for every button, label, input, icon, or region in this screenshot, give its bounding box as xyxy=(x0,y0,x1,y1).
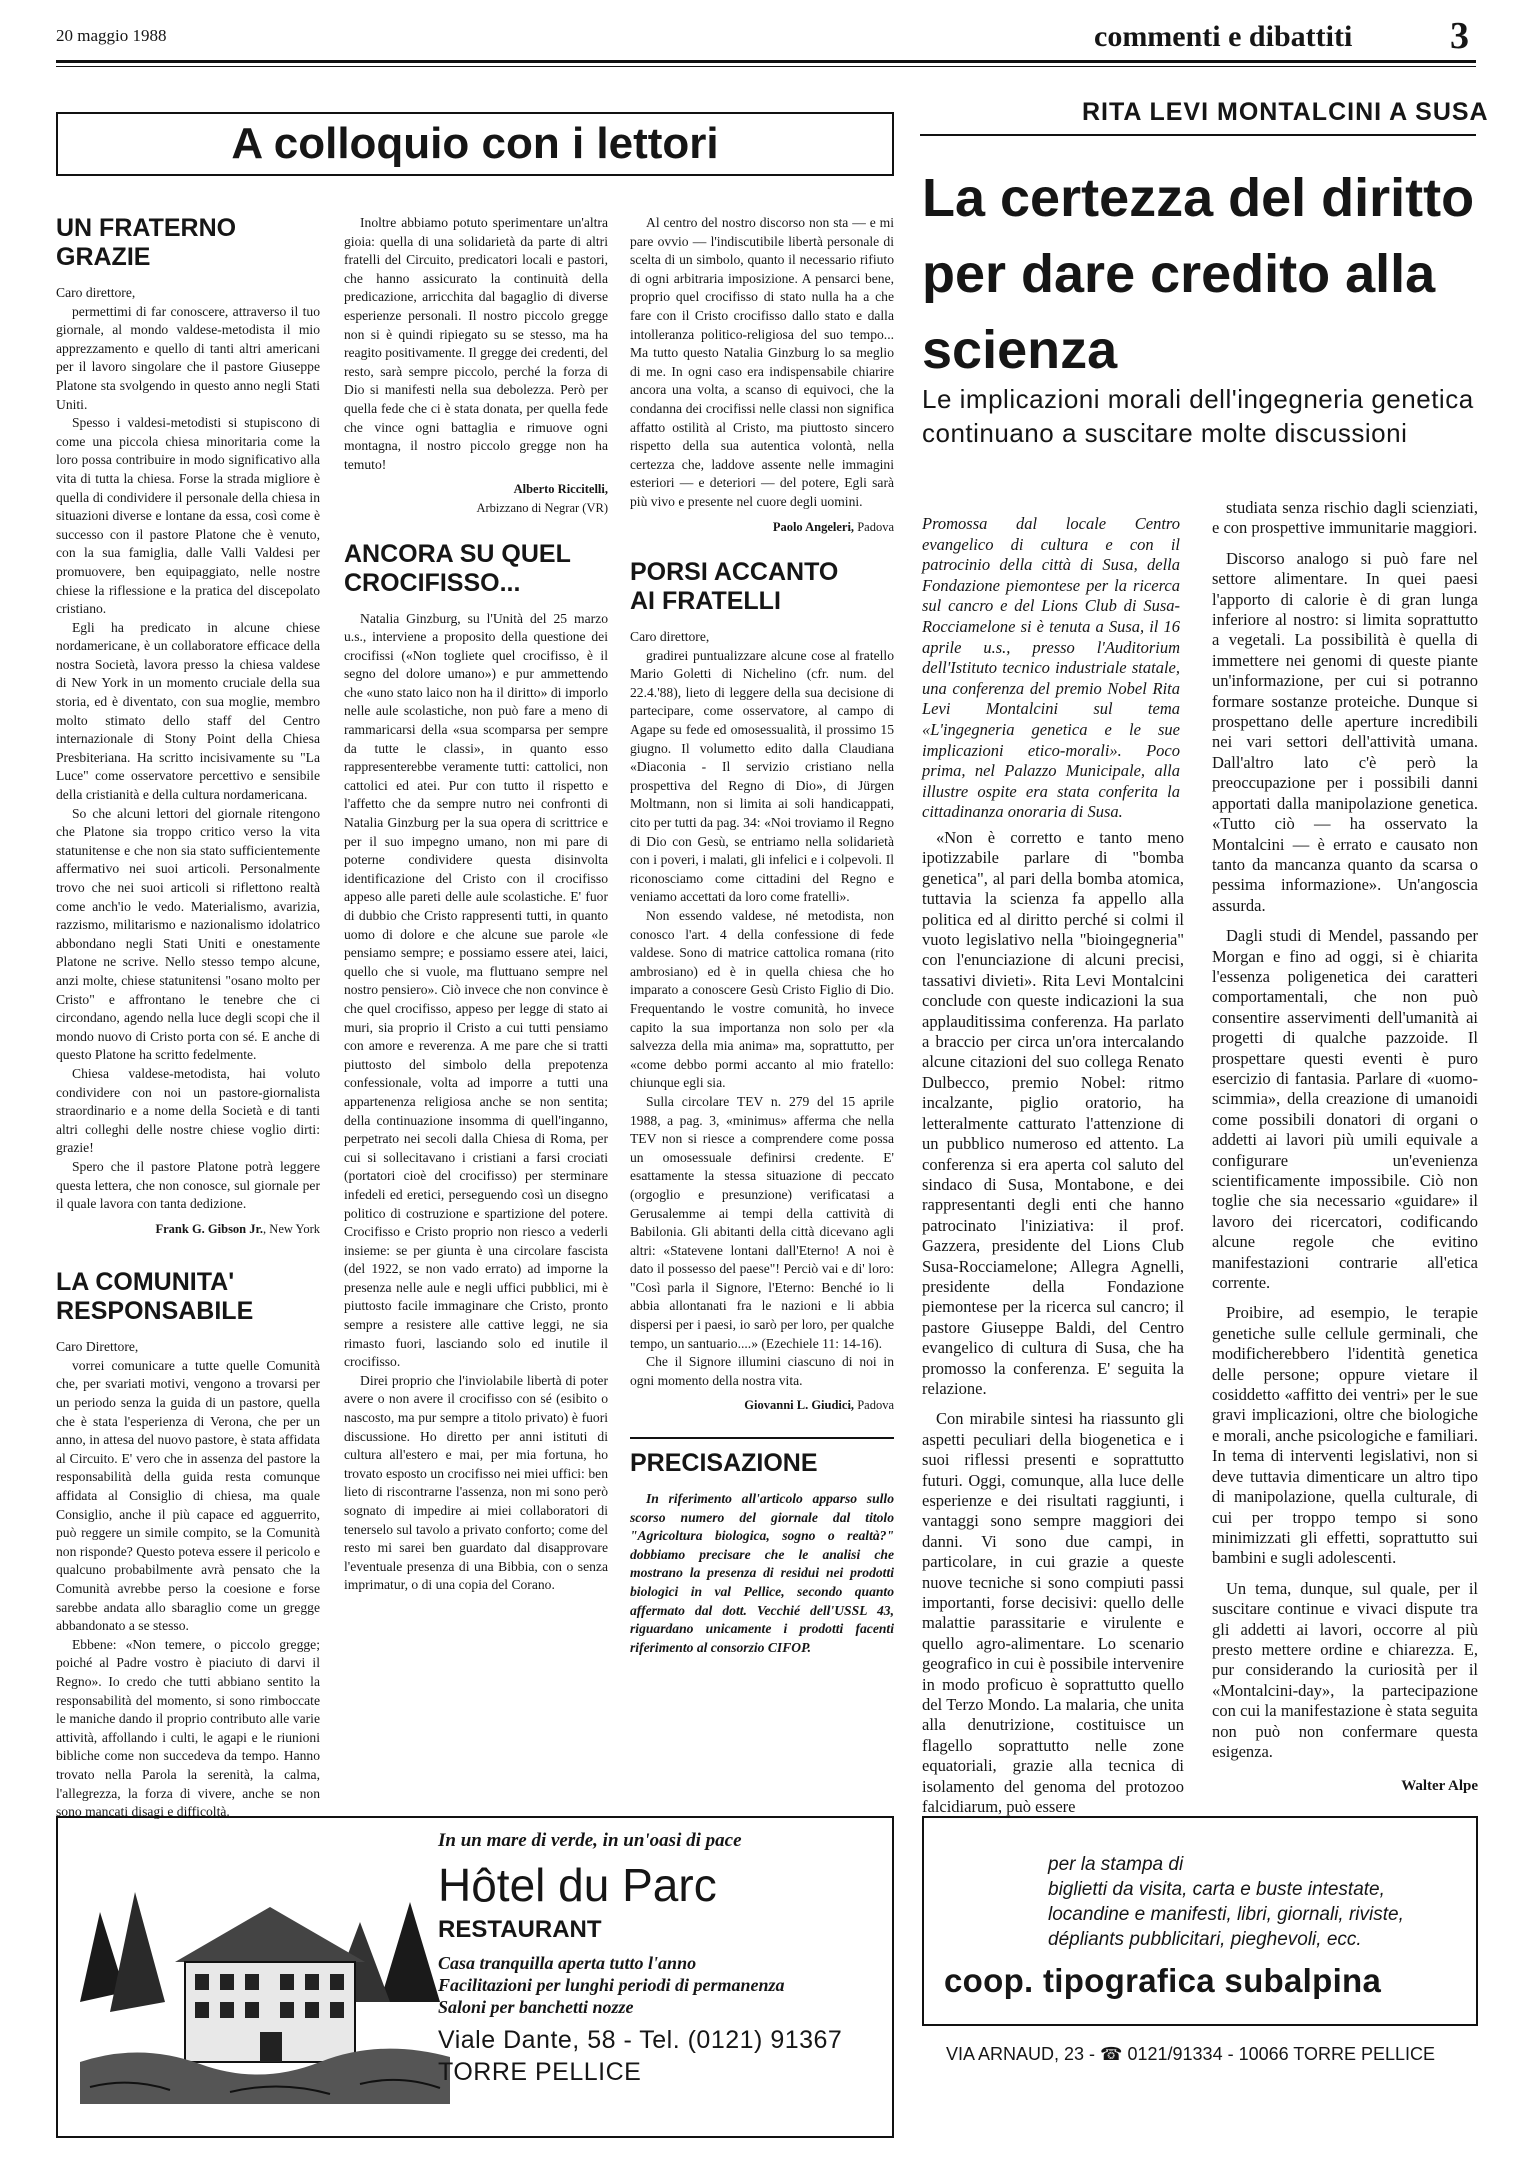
article-subtitle: Le implicazioni morali dell'ingegneria genetica continuano a suscitare molte discussioni xyxy=(922,384,1474,448)
letter-title: LA COMUNITA' RESPONSABILE xyxy=(56,1268,254,1326)
article-paragraph: Proibire, ad esempio, le terapie genetiche sulle cellule germinali, che modificherebbero l'identità genetica delle persone; oppure vietare il cosiddetto «affitto dei ventri» per le sue gravi implicazioni, oltre che biologiche e morali, anche psicologiche e familiari. In tema di interventi legislativi, non si deve tuttavia dimenticare un altro tipo di manipolazione, quella culturale, di cui per troppo tempo si sono minimizzati gli effetti, soprattutto sui bambini e sugli adolescenti. xyxy=(1212,1303,1478,1568)
hotel-name: Hôtel du Parc xyxy=(438,1859,717,1911)
signature-place: Arbizzano di Negrar (VR) xyxy=(476,500,608,515)
letter-paragraph: Non essendo valdese, né metodista, non conosco l'art. 4 della confessione di fede valdese. Sono di matrice cattolica romana (rito ambrosiano) ed è in quella chiesa che ho imparato a conoscere Gesù Cristo Figlio di Dio. Frequentando le vostre comunità, ho invece capito la sua importanza non solo per «la salvezza della mia anima» ma, soprattutto, per «come debbo pormi accanto al mio fratello: chiunque egli sia. xyxy=(630,908,894,1091)
letter-signature xyxy=(630,518,894,537)
printer-advertisement xyxy=(922,1816,1478,2026)
hotel-restaurant: RESTAURANT xyxy=(438,1916,602,1943)
letter-paragraph: Che il Signore illumini ciascuno di noi in ogni momento della nostra vita. xyxy=(630,1354,894,1388)
letter-paragraph: permettimi di far conoscere, attraverso il tuo giornale, al mondo valdese-metodista il mio apprezzamento e quello di tanti altri americani per il lavoro singolare che il pastore Giuseppe Platone sta svolgendo in questo anno negli Stati Uniti. xyxy=(56,303,320,412)
precisazione-rule xyxy=(630,1437,894,1439)
header-rule-thin xyxy=(56,66,1476,67)
hotel-advertisement xyxy=(56,1816,894,2138)
article-paragraph: «Non è corretto e tanto meno ipotizzabile parlare di "bomba genetica", al pari della bomba atomica, tuttavia la scienza fa appello alla politica ed al diritto perché si colmi il vuoto legislativo nella "bioingegneria" con l'enunciazione di alcuni precisi, tassativi divieti». Rita Levi Montalcini conclude con queste indicazioni la sua applauditissima conferenza. Ha parlato a braccio per circa un'ora intercalando alcune citazioni del suo collega Renato Dulbecco, premio Nobel: ritmo incalzante, piglio oratorio, ha letteralmente catturato l'attenzione di un pubblico numeroso ed attento. La conferenza si era aperta col saluto del sindaco di Susa, Montabone, e dei rappresentanti degli enti che hanno patrocinato l'iniziativa: il prof. Gazzera, presidente del Lions Club Susa-Rocciamelone; Allegra Agnelli, presidente della Fondazione piemontese per la ricerca sul cancro; il pastore Giuseppe Baldi, del Centro evangelico di cultura di Susa, che ha promosso la conferenza. E' seguita la relazione. xyxy=(922,828,1184,1398)
letter-paragraph: Al centro del nostro discorso non sta — e mi pare ovvio — l'indiscutibile libertà personale di scelta di un simbolo, quanto il necessario rifiuto di ogni arbitraria imposizione. A pensarci bene, proprio quel crocifisso di stato nulla ha a che fare con il Cristo crocifisso dallo stato e dalla intolleranza politico-religiosa del suo tempo... Ma tutto questo Natalia Ginzburg lo sa meglio di me. In ogni caso era indispensabile chiarire ancora una volta, a scanso di equivoci, che la condanna dei crocifissi nelle classi non significa affatto ostilità al Cristo, ma piuttosto sincero rispetto della sua autentica volontà, nella certezza che, laddove assente nelle immagini esteriori — e deteriori — del potere, Egli sarà più vivo e presente nel cuore degli uomini. xyxy=(630,215,894,509)
signature-name: Paolo Angeleri, xyxy=(772,519,855,534)
letters-column-3 xyxy=(630,214,894,1657)
printer-service-line: biglietti da visita, carta e buste intestate, xyxy=(1048,1879,1385,1900)
letter-paragraph: Spero che il pastore Platone potrà leggere questa lettera, che non conosce, sul giornale per il quale lavora con tanta dedizione. xyxy=(56,1158,320,1212)
signature-name: Alberto Riccitelli, xyxy=(513,482,608,497)
precisazione-title: PRECISAZIONE xyxy=(630,1449,818,1478)
letter-signature xyxy=(56,1220,320,1239)
hotel-feature: Saloni per banchetti nozze xyxy=(438,1997,634,2017)
section-title: commenti e dibattiti xyxy=(1094,20,1353,53)
precisazione-text: In riferimento all'articolo apparso sullo scorso numero del giornale dal titolo "Agricoltura biologica, sogno o realtà?" dobbiamo precisare che le analisi che mostrano la presenza di residui nei prodotti biologici in val Pellice, secondo quanto affermato dal dott. Vecchié dell'USSL 43, riguardano unicamente i prodotti facenti riferimento al consorzio CIFOP. xyxy=(630,1491,894,1655)
printer-service-line: locandine e manifesti, libri, giornali, riviste, xyxy=(1048,1904,1404,1925)
page-number: 3 xyxy=(1450,15,1469,57)
article-intro: Promossa dal locale Centro evangelico di cultura e con il patrocinio della città di Susa, della Fondazione piemontese per la ricerca sul cancro e del Lions Club di Susa-Rocciamelone si è tenuta a Susa, il 16 aprile u.s., presso l'Auditorium dell'Istituto tecnico industriale statale, una conferenza del premio Nobel Rita Levi Montalcini sul tema «L'ingegneria genetica e le sue implicazioni etico-morali». Poco prima, nel Palazzo Municipale, alla illustre ospite era stata conferita la cittadinanza onoraria di Susa. xyxy=(922,514,1180,822)
article-paragraph: Un tema, dunque, sul quale, per il suscitare continue e vivaci dispute tra gli addetti ai lavori, occorre al più presto mettere ordine e chiarezza. E, pur considerando la curiosità per il «Montalcini-day», la partecipazione con cui la manifestazione è stata seguita non può non confermare questa esigenza. xyxy=(1212,1578,1478,1761)
letters-section-title: A colloquio con i lettori xyxy=(56,112,894,176)
signature-name: Frank G. Gibson Jr. xyxy=(155,1221,264,1236)
article-signature: Walter Alpe xyxy=(1401,1778,1478,1795)
letter-title: PORSI ACCANTO AI FRATELLI xyxy=(630,558,839,616)
letter-paragraph: Chiesa valdese-metodista, hai voluto condividere con noi un pastore-giornalista straordinario e a nome della Società e di tanti altri colleghi delle nostre chiese voglio dirti: grazie! xyxy=(56,1065,320,1156)
hotel-tagline: In un mare di verde, in un'oasi di pace xyxy=(438,1830,742,1851)
article-column-1 xyxy=(922,828,1184,1818)
letter-title: UN FRATERNO GRAZIE xyxy=(56,214,237,271)
letter-paragraph: gradirei puntualizzare alcune cose al fratello Mario Goletti di Nichelino (cfr. num. del 22.4.'88), lieto di leggere della sua decisione di partecipare, come osservatore, al campo di Agape su fede ed omosessualità, il prossimo 15 giugno. Il volumetto edito dalla Claudiana «Diaconia - Il servizio cristiano nella prospettiva del Regno di Dio», di Jürgen Moltmann, non si limita ai soli handicappati, cito per tutti da pag. 34: «Noi troviamo il Regno di Dio con Gesù, se entriamo nella solidarietà con i poveri, i malati, gli infelici e i colpevoli. Il riconosciamo come cittadini del Regno e veniamo accettati da loro come fratelli». xyxy=(630,647,894,905)
letter-paragraph: vorrei comunicare a tutte quelle Comunità che, per svariati motivi, vengono a trovarsi per un periodo senza la guida di un pastore, quella che è stata l'esperienza di Verona, che per un anno, in attesa del nuovo pastore, è stata affidata al Circuito. E' vero che in assenza del pastore la responsabilità della guida resta comunque affidata al Consiglio di chiesa, ma quale Consiglio, anche il più capace ed agguerrito, può reggere un simile compito, se la Comunità non risponde? Questo poteva essere il pericolo e qualcuno probabilmente avrà pensato che la Comunità avrebbe perso la coesione e forse sarebbe andata allo sbaraglio come un gregge abbandonato a se stesso. xyxy=(56,1357,320,1634)
article-paragraph: studiata senza rischio dagli scienziati, e con prospettive immunitarie maggiori. xyxy=(1212,498,1478,538)
printer-service-line: per la stampa di xyxy=(1048,1854,1184,1875)
kicker-rule xyxy=(920,134,1476,136)
letter-greeting: Caro Direttore, xyxy=(56,1339,139,1355)
letter-paragraph: Egli ha predicato in alcune chiese nordamericane, è un collaboratore efficace della nostra Società, lavora presso la chiesa valdese di New York in un momento cruciale della sua storia, ed è diventato, con sua moglie, membro molto stimato dello staff del Centro internazionale di Stony Point della Chiesa Presbiteriana. Ha scritto incisivamente su "La Luce" come osservatore percettivo e sensibile della cristianità e della cultura nordamericana. xyxy=(56,619,320,803)
letters-column-2 xyxy=(344,214,608,1595)
letter-paragraph: So che alcuni lettori del giornale ritengono che Platone sia troppo critico verso la vita statunitense e che non sia stato sufficientemente affermativo nei suoi articoli. Personalmente trovo che nei suoi articoli si riflettono realtà come anch'io le vedo. Materialismo, avarizia, razzismo, militarismo e nazionalismo idolatrico abbondano negli Stati Uniti e onestamente Platone ne scrive. Nello stesso tempo alcune, anzi molte, chiese statunitensi "osano molto per Cristo" e affrontano le tenebre che ci circondano, agendo nella luce degli scopi che il mondo nuovo di Cristo porta con sé. E anche di questo Platone ha scritto fedelmente. xyxy=(56,805,320,1063)
header-rule xyxy=(56,60,1476,63)
letter-paragraph: Direi proprio che l'inviolabile libertà di poter avere o non avere il crocifisso con sé (esibito o nascosto, ma pur sempre a titolo privato) è fuori discussione. Ho diretto per anni istituti di cultura all'estero e mai, per mia fortuna, ho trovato esposto un crocifisso nei miei uffici: ben lieto di riscontrarne l'assenza, non mi sono però sognato di impedire ai miei collaboratori di tenerselo sul tavolo a privato conforto; come del resto mi sarei ben guardato dal disapprovare l'eventuale presenza di una Bibbia, con o senza imprimatur, o di una copia del Corano. xyxy=(344,1372,608,1593)
hotel-feature: Casa tranquilla aperta tutto l'anno xyxy=(438,1953,697,1973)
hotel-address: Viale Dante, 58 - Tel. (0121) 91367 xyxy=(438,2026,843,2054)
hotel-illustration xyxy=(80,1852,450,2104)
printer-address: VIA ARNAUD, 23 - ☎ 0121/91334 - 10066 TORRE PELLICE xyxy=(946,2044,1436,2064)
article-column-2 xyxy=(1212,498,1478,1797)
article-paragraph: Con mirabile sintesi ha riassunto gli aspetti peculiari della biogenetica e i suoi riflessi presenti e soprattutto futuri. Oggi, comunque, alla luce delle esperienze e dei risultati raggiunti, i vantaggi sono sempre maggiori dei danni. Vi sono due campi, in particolare, in cui grazie a queste nuove tecniche si sono compiuti passi importanti, forse decisivi: quello delle malattie parassitarie e virulente e quello agro-alimentare. Lo scenario geografico in cui è possibile intervenire in modo proficuo è soprattutto quello del Terzo Mondo. La malaria, che unita alla denutrizione, costituisce un flagello soprattutto nelle zone equatoriali, grazie alla tecnica di isolamento del genoma del protozoo falcidiarum, può essere xyxy=(922,1409,1184,1817)
hotel-town: TORRE PELLICE xyxy=(438,2058,642,2086)
letter-paragraph: Ebbene: «Non temere, o piccolo gregge; poiché al Padre vostro è piaciuto di darvi il Regno». Io credo che tutti abbiano sentito la responsabilità del momento, si sono rimboccate le maniche dando il proprio contributo alle varie attività, affollando i culti, le agapi e le riunioni bibliche come non succedeva da tempo. Hanno trovato nella Parola la serenità, la calma, l'allegrezza, la forza di vivere, anche se non sono mancati disagi e difficoltà. xyxy=(56,1636,320,1820)
article-kicker: RITA LEVI MONTALCINI A SUSA xyxy=(1082,98,1489,126)
hotel-feature: Facilitazioni per lunghi periodi di permanenza xyxy=(438,1975,785,1995)
letter-paragraph: Natalia Ginzburg, su l'Unità del 25 marzo u.s., interviene a proposito della questione dei crocifissi («Non togliete quel crocifisso, è il segno del dolore umano») e pur ammettendo che «uno stato laico non ha il diritto» di imporlo nelle aule scolastiche, non può fare a meno di rammaricarsi della «sua scomparsa per sempre da tutte le classi», in quanto esso rappresenterebbe veramente tutti: cattolici, non cattolici ed atei. Pur con tutto il rispetto e l'affetto che da sempre nutro nei confronti di Natalia Ginzburg per la sua opera di scrittrice e per il suo impegno umano, non mi pare di poterne condividere questa disinvolta identificazione del Cristo con il crocifisso appeso alle pareti delle aule scolastiche. E' fuor di dubbio che Cristo rappresenti tutti, in quanto uomo di dolore e che alcune sue parole «le pensiamo sempre; e possiamo essere atei, laici, quello che si vuole, ma fluttuano sempre nel nostro pensiero». Ciò invece che non convince è che quel crocifisso, appeso per legge di stato ai muri, sia proprio il Cristo a cui tutti pensiamo con amore e reverenza. A me pare che si tratti piuttosto del simbolo della prepotenza confessionale, volta ad imporre a tutti una appartenenza religiosa anche se non sentita; della continuazione insomma di quell'inganno, perpetrato nei secoli dalla Chiesa di Roma, per cui si sollecitavano i cristiani a farsi crociati (portatori cioè del crocifisso) per sterminare infedeli ed eretici, perseguendo così un disegno politico di costruzione e spartizione del potere. Crocifisso e Cristo proprio non riesco a vederli insieme: se per giunta è una circolare fascista (del 1922, se non vado errato) ad imporne la presenza nelle aule e negli uffici pubblici, mi è piuttosto facile immaginare che Cristo, pronto sempre a resistere alle cattive leggi, ne sia rimasto fuori, lasciando solo ed inutile il crocifisso. xyxy=(344,610,608,1370)
letter-signature xyxy=(344,480,608,517)
printer-service-line: dépliants pubblicitari, pieghevoli, ecc. xyxy=(1048,1929,1362,1950)
letter-paragraph: Sulla circolare TEV n. 279 del 15 aprile 1988, a pag. 3, «minimus» afferma che nella TEV non si riesce a comprendere come possa un omosessuale definirsi credente. E' esattamente la stessa situazione di peccato (orgoglio e presunzione) verificatasi a Gerusalemme ai tempi della cattività di Babilonia. Gli abitanti della città dicevano agli altri: «Statevene lontani dall'Eterno! A noi è dato il possesso del paese"! Perciò vai e di' loro: "Così parla il Signore, l'Eterno: Benché io li abbia allontanati fra le nazioni e li abbia dispersi per i paesi, io sarò per loro, per qualche tempo, un santuario....» (Ezechiele 11: 14-16). xyxy=(630,1093,894,1351)
letter-signature xyxy=(630,1396,894,1415)
hotel-building-drawing xyxy=(80,1852,450,2104)
letter-greeting: Caro direttore, xyxy=(56,285,136,300)
letter-greeting: Caro direttore, xyxy=(630,629,710,645)
signature-name: Giovanni L. Giudici, xyxy=(744,1398,855,1413)
letter-paragraph: Inoltre abbiamo potuto sperimentare un'altra gioia: quella di una solidarietà da parte di altri fratelli del Circuito, predicatori locali e pastori, che hanno assicurato la continuità della predicazione, arricchita dal bagaglio di diverse esperienze personali. Il nostro piccolo gregge non si è quindi ripiegato su se stesso, ma ha reagito positivamente. Il gregge dei credenti, del resto, sarà sempre piccolo, perché la forza di Dio si manifesti nella sua debolezza. Però per quella fede che ci è stata donata, per quella fede che vince ogni battaglia e rimuove ogni montagna, il nostro piccolo gregge non ha temuto! xyxy=(344,215,608,472)
article-title: La certezza del diritto per dare credito alla scienza xyxy=(922,168,1475,380)
letter-paragraph: Spesso i valdesi-metodisti si stupiscono di come una piccola chiesa minoritaria come la loro possa contribuire in modo significativo alla vita di tutta la chiesa. Forse la strada migliore è quella di condividere il personale della chiesa in situazioni diverse e lontane da essa, così come è successo con il pastore Platone che è venuto, con la sua famiglia, dalle Valli Valdesi per promuovere, ben equipaggiato, nelle nostre chiese la riflessione e la pratica del discepolato cristiano. xyxy=(56,415,320,617)
issue-date: 20 maggio 1988 xyxy=(56,26,167,45)
signature-place: Padova xyxy=(857,519,894,534)
article-paragraph: Dagli studi di Mendel, passando per Morgan e fino ad oggi, si è chiarita l'essenza poligenetica dei caratteri comportamentali, che non può consentire asservimenti dell'umanità ai progetti di qualche pazzoide. Il prospettare questi eventi è puro esercizio di fantasia. Parlare di «uomo-scimmia», della creazione di umanoidi come possibili donatori di organi o addetti ai lavori più umili equivale a configurare un'evenienza scientificamente impossibile. Ciò non toglie che sia necessario «guidare» il lavoro dei ricercatori, codificando alcune regole che evitino manifestazioni contrarie all'etica corrente. xyxy=(1212,926,1478,1293)
signature-place: Padova xyxy=(857,1398,894,1413)
printer-name: coop. tipografica subalpina xyxy=(944,1962,1382,1999)
letters-column-1 xyxy=(56,214,320,1822)
letter-title: ANCORA SU QUEL CROCIFISSO... xyxy=(344,539,571,597)
article-paragraph: Discorso analogo si può fare nel settore alimentare. In quei paesi l'apporto di calorie è di gran lunga inferiore al nostro: si limita soprattutto a vegetali. La possibilità è quella di immettere nei genomi di queste piante un'informazione, per cui si potranno formare sostanze proteiche. Dunque si prospettano delle aperture incredibili nei vari settori dell'attività umana. Dall'altro lato c'è però la preoccupazione per i possibili danni apportati dalla manipolazione genetica. «Tutto ciò — ha osservato la Montalcini — è errato e causato non tanto da mancanza quanto da scarsa o pessima informazione». Un'angoscia assurda. xyxy=(1212,548,1478,915)
signature-place: , New York xyxy=(263,1221,320,1236)
